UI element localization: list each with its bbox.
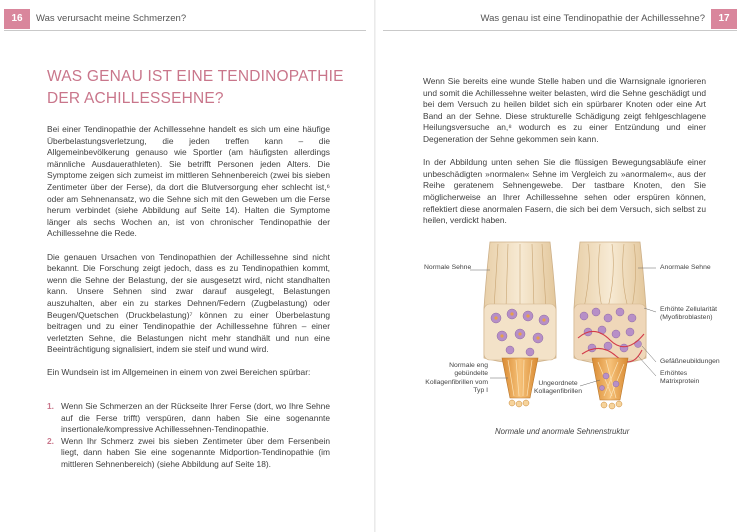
section-title-line1: WAS GENAU IST EINE TENDINOPATHIE [47, 68, 344, 85]
paragraph: In der Abbildung unten sehen Sie die flüssigen Bewegungsabläufe einer unbeschädigten »normalen« Sehne im Vergleich zu »anormalem«, aus der Reihe geratenem Sehnengewebe. Der tastbare Knoten, den Sie möglicherweise an Ihrer Achillessehne sehen oder erspüren können, reflektiert diese anormalen Fasern, die sich bei dem Versuch, sich selbst zu heilen, verdickt haben. [423, 157, 706, 226]
list-number: 1. [47, 401, 54, 411]
page-number-left: 16 [4, 9, 30, 29]
list-number: 2. [47, 435, 54, 446]
section-title-line2: DER ACHILLESSEHNE? [47, 90, 224, 107]
paragraph: Die genauen Ursachen von Tendinopathien der Achillessehne sind nicht bekannt. Die Forschung zeigt jedoch, dass es zu Tendinopathien kommt, wenn die Sehne der Belastung, der sie ausgesetzt wird, nicht standhalten kann. Unsere Sehnen sind zwar darauf ausgelegt, Belastungen auszuhalten, aber ein zu starkes Dehnen/Federn (Zugbelastung) oder Beugen/Quetschen (Druckbelastung)⁷ können zu einer Überbelastung beitragen und zu einer Tendinopathie der Achillessehne führen – einer verletzten Sehne, die Belastungen nicht mehr standhält und nun eine Beeinträchtigung signalisiert, indem sie steif und wund wird. [47, 251, 330, 355]
label-matrix: Erhöhtes Matrixprotein [660, 370, 700, 386]
list-text: Wenn Ihr Schmerz zwei bis sieben Zentimeter über dem Fersenbein liegt, dann haben Sie eine sogenannte Midportion-Tendinopathie (im mittleren Sehnenbereich) (siehe Abbildung auf Seite 18). [61, 435, 330, 469]
list-item [47, 401, 330, 436]
paragraph: Ein Wundsein ist im Allgemeinen in einem von zwei Bereichen spürbar: [47, 367, 311, 378]
label-abnormal-tendon: Anormale Sehne [660, 264, 711, 271]
running-head-left: Was verursacht meine Schmerzen? [36, 13, 187, 24]
list-item [47, 436, 330, 471]
left-body-text [47, 124, 330, 391]
label-cellularity: Erhöhte Zellularität (Myofibroblasten) [660, 306, 718, 322]
figure-caption: Normale und anormale Sehnenstruktur [495, 427, 630, 436]
list-text: Wenn Sie Schmerzen an der Rückseite Ihrer Ferse (dort, wo Ihre Sehne auf die Ferse trifft) verspüren, dann haben Sie eine sogenannte insertionale/kompressive Achillessehnen-Tendinopathie. [61, 401, 330, 435]
label-vessels: Gefäßneubildungen [660, 358, 720, 365]
label-collagen-disordered: Ungeordnete Kollagenfibrillen [534, 380, 582, 396]
section-title [47, 66, 347, 110]
label-collagen-normal: Normale eng gebündelte Kollagenfibrillen vom Typ I [425, 362, 488, 395]
paragraph: Bei einer Tendinopathie der Achillessehne handelt es sich um eine häufige Überbelastungsverletzung, die jeden treffen kann – die Allgemeinbevölkerung genauso wie Sportler (am häufigsten allerdings männliche Ausdauerathleten). Sie betrifft Personen jeden Alters. Die Symptome zeigen sich zumeist im mittleren Sehnenbereich (zwei bis sieben Zentimeter über der Ferse), da dort die Blutversorgung eher schlecht ist,⁶ oder am Sehnenansatz, wo die Sehne sich mit den Geweben um die Ferse herum verbindet (siehe Abbildung auf Seite 14). Halten die Symptome länger als sechs Wochen an, ist von chronischer Tendinopathie der Achillessehne die Rede. [47, 124, 330, 239]
label-normal-tendon: Normale Sehne [424, 264, 472, 271]
running-head-right: Was genau ist eine Tendinopathie der Achillessehne? [480, 13, 705, 24]
paragraph: Wenn Sie bereits eine wunde Stelle haben und die Warnsignale ignorieren und somit die Achillessehne weiter belasten, wird die Sehne geschädigt und bei dem Versuch zu heilen bildet sich ein spürbarer Knoten oder eine Art Band an der Sehne. Diese strukturelle Schädigung zeigt fehlgeschlagene Heilungsversuche an,⁸ wodurch es zu einer Entzündung und einer Degeneration der Sehne gekommen sein kann. [423, 76, 706, 144]
numbered-list [47, 401, 330, 471]
tendon-illustration [420, 238, 720, 418]
page-number-right: 17 [711, 9, 737, 29]
header-rule-left [4, 30, 366, 31]
page-gutter [374, 0, 376, 532]
right-body-text [423, 76, 706, 238]
header-rule-right [383, 30, 737, 31]
